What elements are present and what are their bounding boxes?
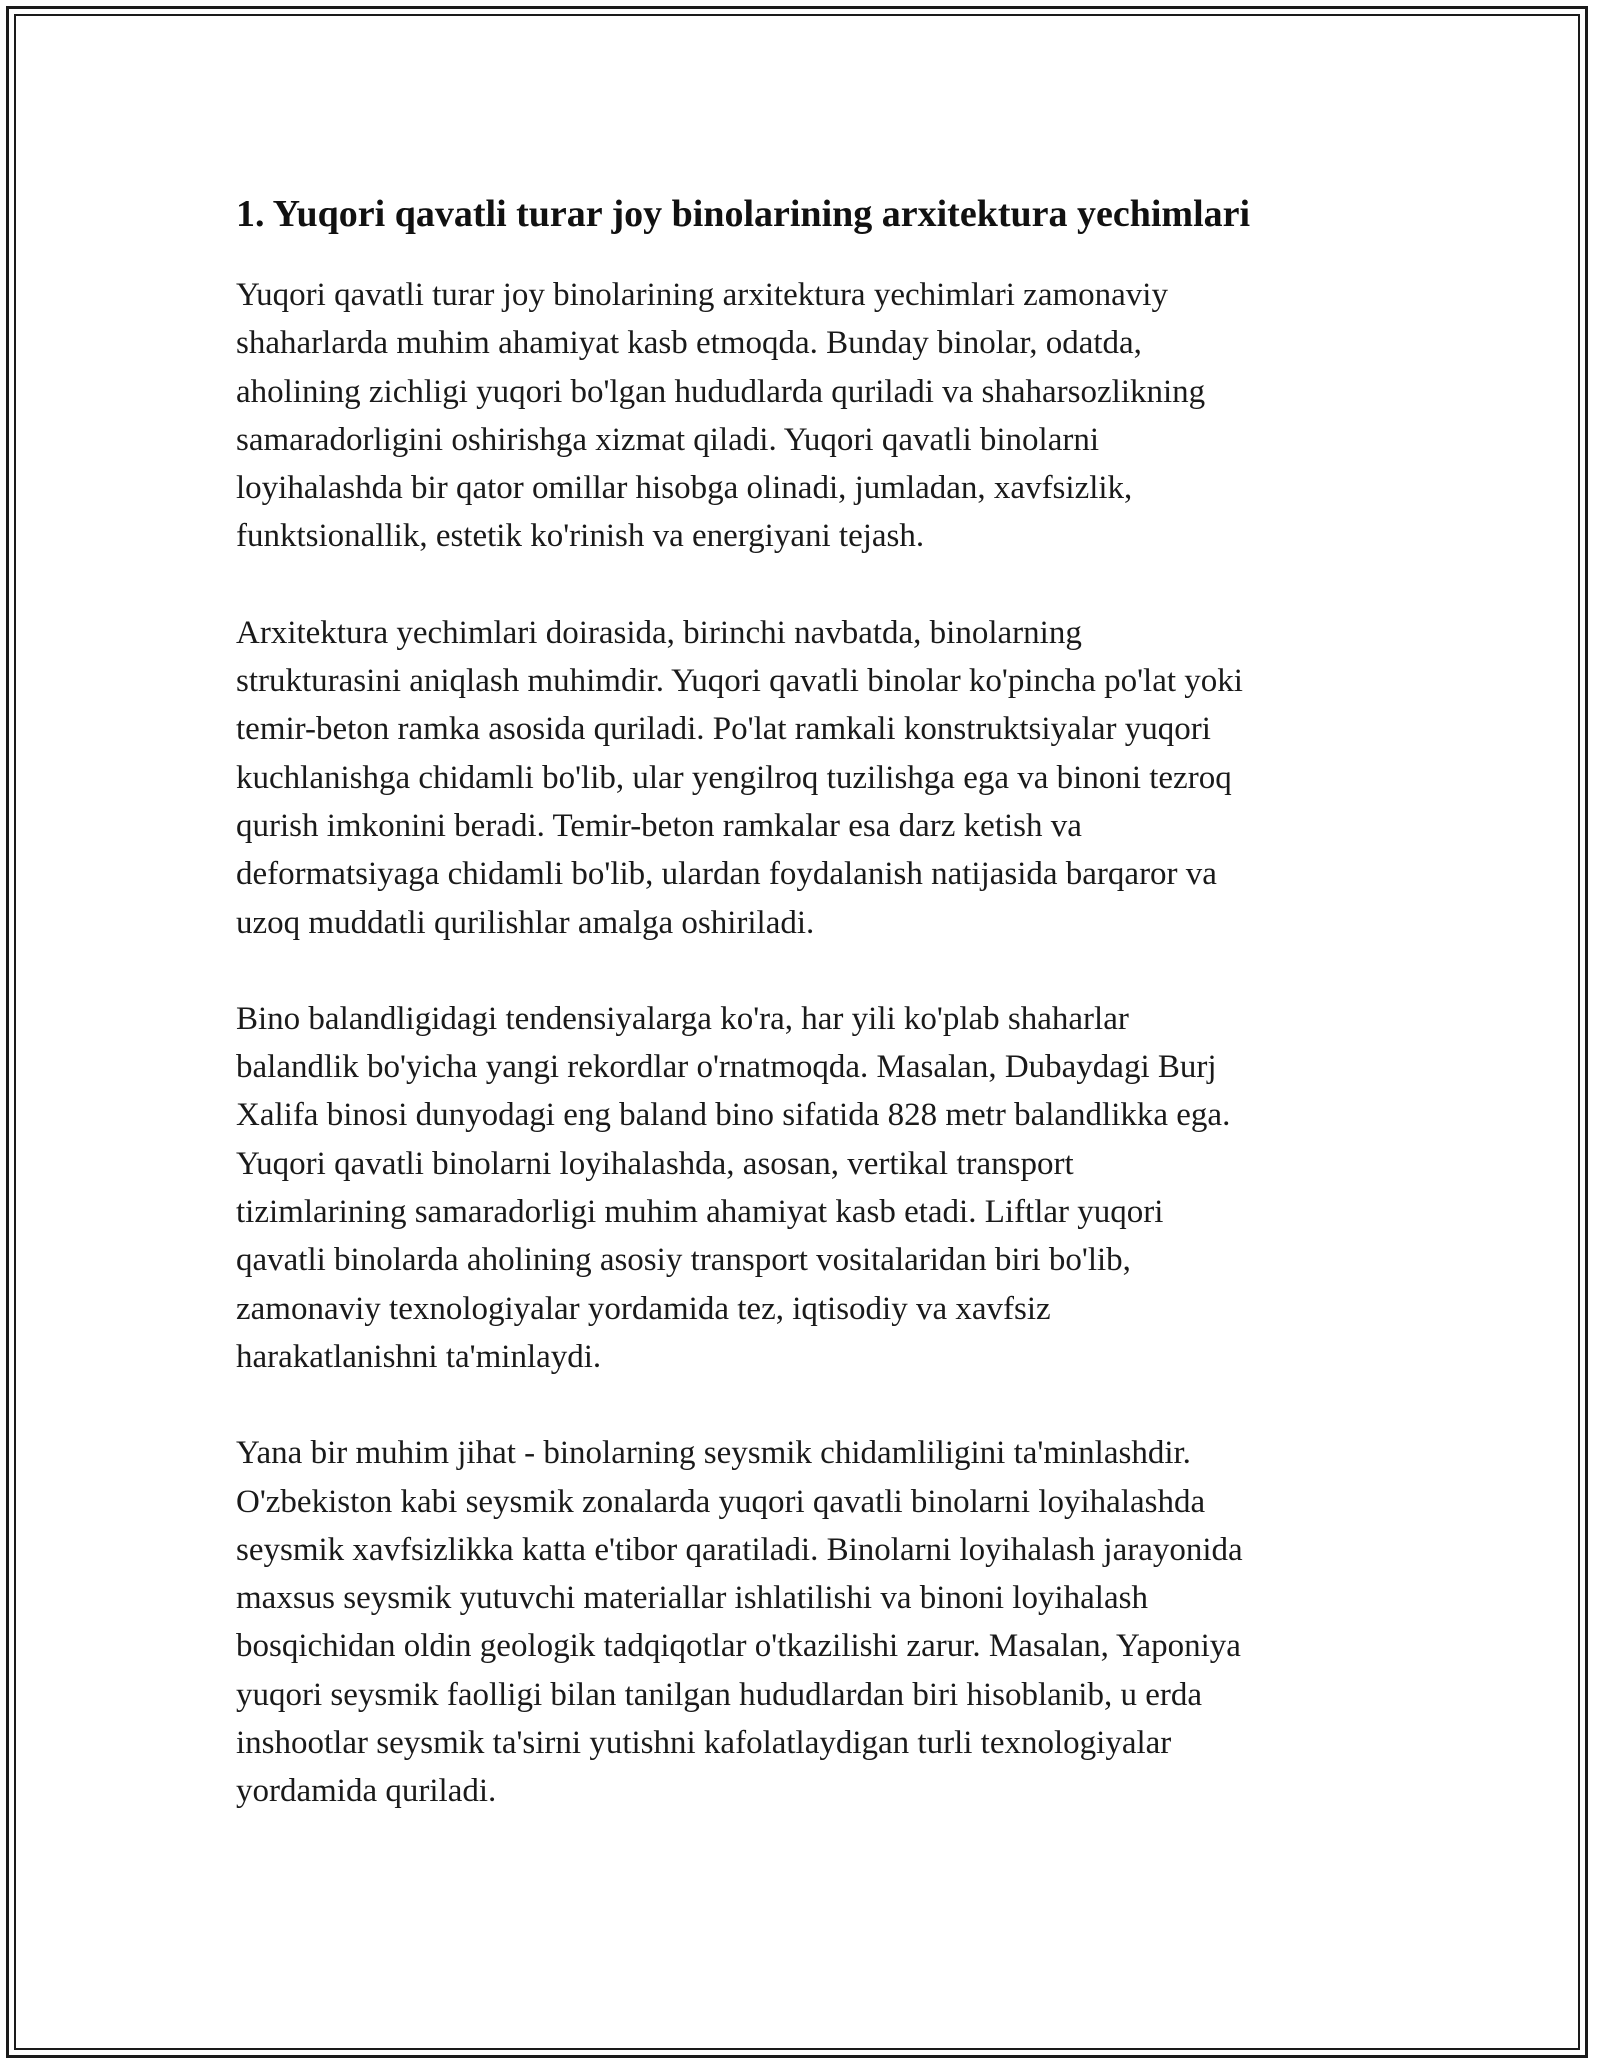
text-line: samaradorligini oshirishga xizmat qiladi. Yuqori qavatli binolarni <box>236 421 1100 458</box>
document-body <box>236 187 1386 1864</box>
paragraph-structure-intro <box>236 271 1386 561</box>
text-line: uzoq muddatli qurilishlar amalga oshiriladi. <box>236 904 815 941</box>
text-line: qavatli binolarda aholining asosiy transport vositalaridan biri bo'lib, <box>236 1242 1131 1279</box>
text-line: yuqori seysmik faolligi bilan tanilgan hududlardan biri hisoblanib, u erda <box>236 1676 1202 1713</box>
text-line: zamonaviy texnologiyalar yordamida tez, iqtisodiy va xavfsiz <box>236 1290 1051 1327</box>
text-line: Xalifa binosi dunyodagi eng baland bino sifatida 828 metr balandlikka ega. <box>236 1097 1231 1134</box>
text-line: tizimlarining samaradorligi muhim ahamiyat kasb etadi. Liftlar yuqori <box>236 1194 1164 1231</box>
text-line: maxsus seysmik yutuvchi materiallar ishlatilishi va binoni loyihalash <box>236 1580 1148 1617</box>
text-line: strukturasini aniqlash muhimdir. Yuqori qavatli binolar ko'pincha po'lat yoki <box>236 663 1243 700</box>
text-line: aholining zichligi yuqori bo'lgan hududlarda quriladi va shaharsozlikning <box>236 373 1206 410</box>
text-line: Bino balandligidagi tendensiyalarga ko'ra, har yili ko'plab shaharlar <box>236 1000 1129 1037</box>
text-line: seysmik xavfsizlikka katta e'tibor qaratiladi. Binolarni loyihalash jarayonida <box>236 1531 1243 1568</box>
section-heading: 1. Yuqori qavatli turar joy binolarining arxitektura yechimlari <box>236 193 1251 235</box>
text-line: Yuqori qavatli binolarni loyihalashda, asosan, vertikal transport <box>236 1145 1074 1182</box>
text-line: kuchlanishga chidamli bo'lib, ular yengilroq tuzilishga ega va binoni tezroq <box>236 759 1232 796</box>
paragraph-seismic-safety <box>236 1429 1386 1815</box>
text-line: O'zbekiston kabi seysmik zonalarda yuqori qavatli binolarni loyihalashda <box>236 1483 1206 1520</box>
text-line: qurish imkonini beradi. Temir-beton ramkalar esa darz ketish va <box>236 807 1082 844</box>
text-line: Yuqori qavatli turar joy binolarining arxitektura yechimlari zamonaviy <box>236 277 1168 313</box>
text-line: loyihalashda bir qator omillar hisobga olinadi, jumladan, xavfsizlik, <box>236 470 1133 507</box>
paragraph-height-trends <box>236 995 1386 1381</box>
text-line: harakatlanishni ta'minlaydi. <box>236 1338 602 1375</box>
text-line: shaharlarda muhim ahamiyat kasb etmoqda. Bunday binolar, odatda, <box>236 325 1142 362</box>
paragraph-structure-frames <box>236 609 1386 947</box>
text-line: funktsionallik, estetik ko'rinish va energiyani tejash. <box>236 518 925 555</box>
text-line: Arxitektura yechimlari doirasida, birinchi navbatda, binolarning <box>236 614 1082 651</box>
text-line: Yana bir muhim jihat - binolarning seysmik chidamliligini ta'minlashdir. <box>236 1435 1191 1472</box>
text-line: temir-beton ramka asosida quriladi. Po'lat ramkali konstruktsiyalar yuqori <box>236 711 1211 748</box>
text-line: yordamida quriladi. <box>236 1773 497 1810</box>
text-line: bosqichidan oldin geologik tadqiqotlar o'tkazilishi zarur. Masalan, Yaponiya <box>236 1628 1241 1665</box>
text-line: inshootlar seysmik ta'sirni yutishni kafolatlaydigan turli texnologiyalar <box>236 1725 1172 1762</box>
text-line: balandlik bo'yicha yangi rekordlar o'rnatmoqda. Masalan, Dubaydagi Burj <box>236 1049 1217 1086</box>
text-line: deformatsiyaga chidamli bo'lib, ulardan foydalanish natijasida barqaror va <box>236 856 1217 893</box>
